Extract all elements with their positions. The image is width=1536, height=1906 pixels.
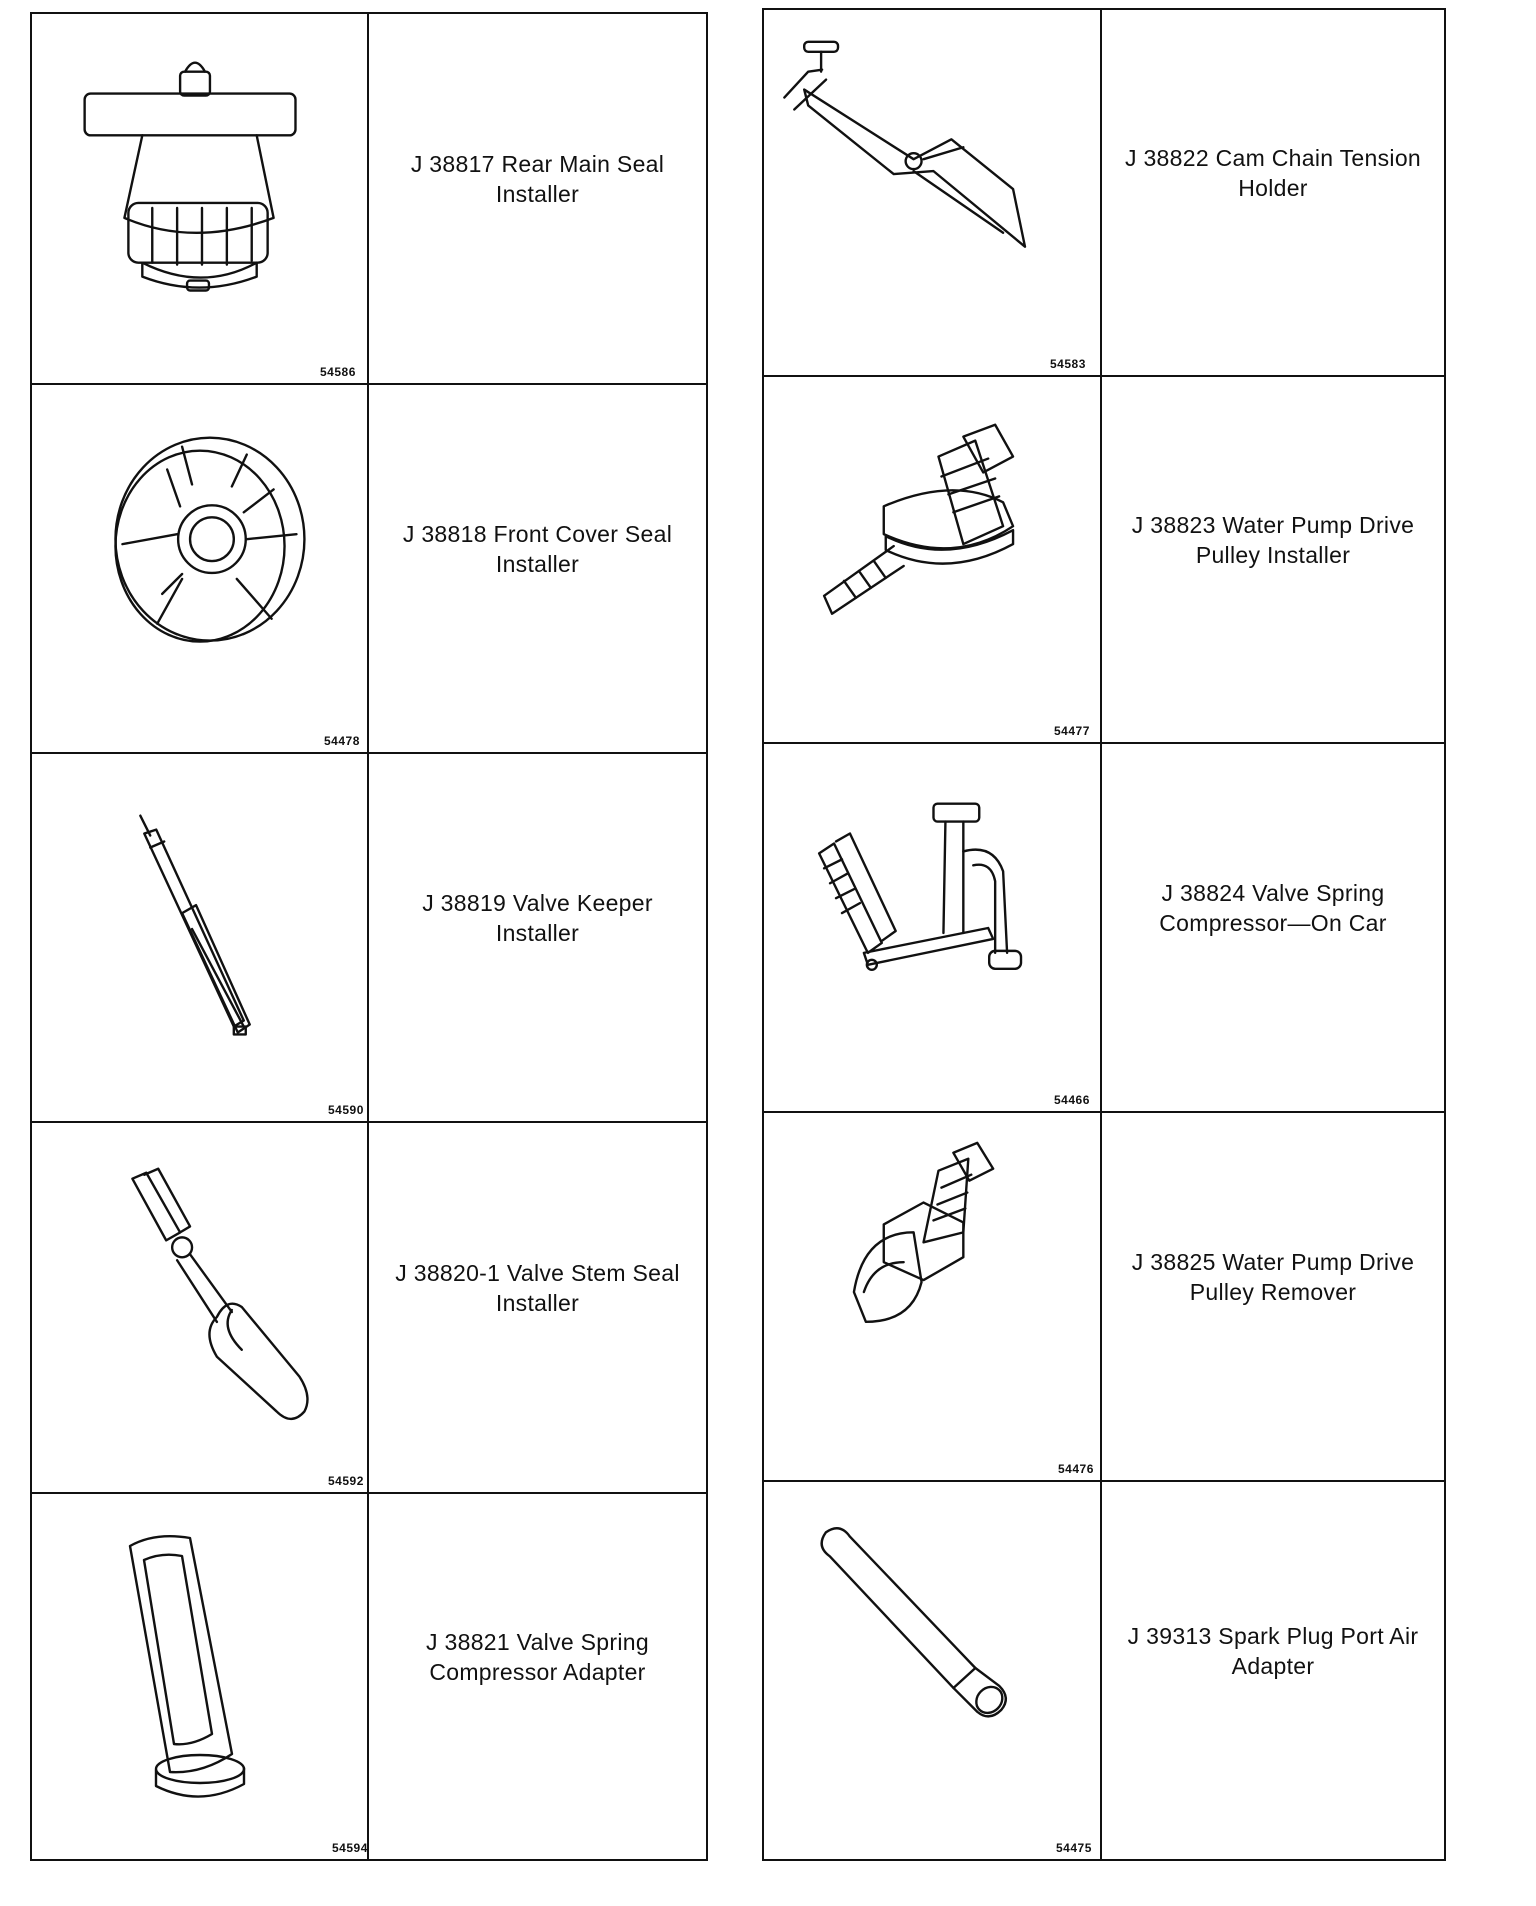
water-pump-pulley-installer-icon	[764, 377, 1101, 742]
tool-illustration-cell	[32, 754, 369, 1121]
tool-row	[764, 1482, 1444, 1859]
tool-description-cell	[369, 385, 706, 752]
tool-name: J 38818 Front Cover Seal Installer	[402, 520, 673, 577]
tool-name: J 38821 Valve Spring Compressor Adapter	[426, 1628, 649, 1685]
figure-number: 54594	[332, 1841, 368, 1855]
tool-name: J 38819 Valve Keeper Installer	[422, 889, 653, 946]
figure-number: 54466	[1054, 1093, 1090, 1107]
tool-description-cell	[369, 14, 706, 383]
valve-stem-seal-installer-icon	[32, 1123, 369, 1492]
tool-row	[764, 744, 1444, 1113]
tool-row	[32, 14, 706, 385]
tool-illustration-cell	[32, 1123, 369, 1492]
spark-plug-port-air-adapter-icon	[764, 1482, 1101, 1859]
tool-row	[764, 1113, 1444, 1482]
figure-number: 54475	[1056, 1841, 1092, 1855]
tool-illustration-cell	[764, 1113, 1102, 1480]
tool-illustration-cell	[764, 744, 1102, 1111]
figure-number: 54586	[320, 365, 356, 379]
rear-main-seal-installer-icon	[32, 14, 369, 383]
water-pump-pulley-remover-icon	[764, 1113, 1101, 1480]
tool-name: J 38825 Water Pump Drive Pulley Remover	[1131, 1248, 1415, 1305]
tool-description-cell	[369, 1494, 706, 1859]
figure-number: 54478	[324, 734, 360, 748]
front-cover-seal-installer-icon	[32, 385, 369, 752]
tool-row	[32, 1123, 706, 1494]
figure-number: 54590	[328, 1103, 364, 1117]
tool-description-cell	[1102, 377, 1444, 742]
tool-description-cell	[1102, 10, 1444, 375]
tool-illustration-cell	[32, 1494, 369, 1859]
tool-illustration-cell	[32, 14, 369, 383]
valve-keeper-installer-icon	[32, 754, 369, 1121]
tool-row	[32, 385, 706, 754]
tool-description-cell	[369, 1123, 706, 1492]
tool-description-cell	[1102, 744, 1444, 1111]
tool-table-right	[762, 8, 1446, 1861]
tool-description-cell	[369, 754, 706, 1121]
tool-name: J 38817 Rear Main Seal Installer	[410, 150, 665, 207]
tool-name: J 38823 Water Pump Drive Pulley Installer	[1131, 511, 1415, 568]
valve-spring-compressor-adapter-icon	[32, 1494, 369, 1859]
tool-description-cell	[1102, 1482, 1444, 1859]
tool-row	[764, 10, 1444, 377]
tool-illustration-cell	[764, 1482, 1102, 1859]
tool-row	[764, 377, 1444, 744]
figure-number: 54583	[1050, 357, 1086, 371]
tool-name: J 38824 Valve Spring Compressor—On Car	[1159, 879, 1387, 936]
figure-number: 54477	[1054, 724, 1090, 738]
tool-table-left	[30, 12, 708, 1861]
figure-number: 54476	[1058, 1462, 1094, 1476]
tool-illustration-cell	[32, 385, 369, 752]
tool-description-cell	[1102, 1113, 1444, 1480]
tool-name: J 38822 Cam Chain Tension Holder	[1124, 144, 1422, 201]
valve-spring-compressor-icon	[764, 744, 1101, 1111]
tool-row	[32, 1494, 706, 1859]
tool-name: J 39313 Spark Plug Port Air Adapter	[1127, 1622, 1419, 1679]
cam-chain-tension-holder-icon	[764, 10, 1101, 375]
tool-row	[32, 754, 706, 1123]
tool-illustration-cell	[764, 10, 1102, 375]
tool-illustration-cell	[764, 377, 1102, 742]
tool-name: J 38820-1 Valve Stem Seal Installer	[395, 1259, 680, 1316]
figure-number: 54592	[328, 1474, 364, 1488]
